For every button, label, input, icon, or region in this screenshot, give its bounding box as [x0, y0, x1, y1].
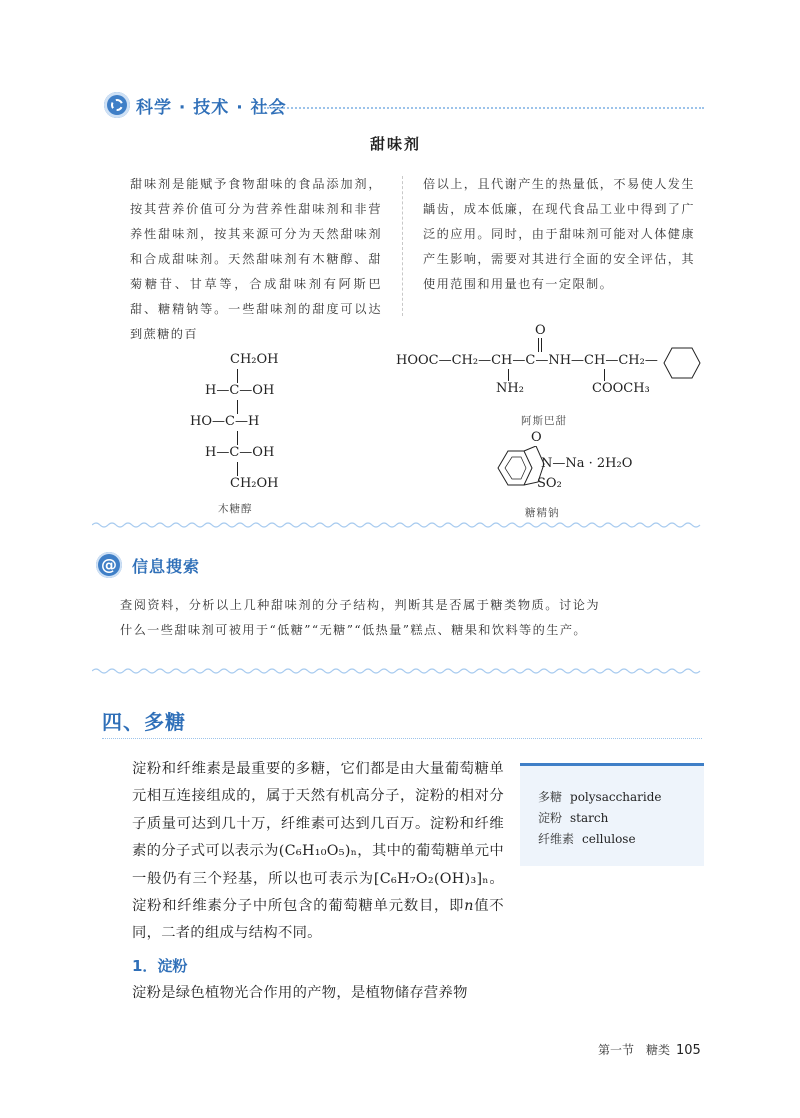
saccharin-structure [494, 430, 674, 495]
xylitol-caption: 木糖醇 [218, 503, 253, 515]
bond-line [237, 400, 238, 414]
wavy-divider [92, 520, 704, 530]
bond-line [237, 462, 238, 476]
aspartame-cooch3: COOCH₃ [592, 381, 650, 396]
aspartame-caption: 阿斯巴甜 [521, 415, 567, 427]
variable-n: n [464, 898, 474, 915]
article-left-column: 甜味剂是能赋予食物甜味的食品添加剂，按其营养价值可分为营养性甜味剂和非营养性甜味剂，按其来源可分为天然甜味剂和合成甜味剂。天然甜味剂有木糖醇、甜菊糖苷、甘草等，合成甜味剂有阿斯巴甜、糖精钠等。一些甜味剂的甜度可以达到蔗糖的百 [130, 177, 382, 341]
section-text-d: 值不同，二者的组成与结构不同。 [132, 898, 504, 942]
saccharin-n-na: N—Na · 2H₂O [541, 456, 633, 471]
bond-line [237, 369, 238, 383]
section-body [132, 756, 504, 948]
sts-title: 科学 · 技术 · 社会 [136, 98, 287, 118]
column-divider [402, 176, 403, 316]
header-dotted-rule [264, 107, 704, 109]
formula-polysaccharide: (C₆H₁₀O₅)ₙ [278, 843, 358, 860]
article-right-column: 倍以上，且代谢产生的热量低，不易使人发生龋齿，成本低廉，在现代食品工业中得到了广泛的应用。同时，由于甜味剂可能对人体健康产生影响，需要对其进行全面的安全评估，其使用范围和用量也有一定限制。 [423, 177, 695, 291]
page-footer [598, 1041, 701, 1058]
wavy-divider [92, 666, 704, 676]
section-text-a: 淀粉和纤维素是最重要的多糖，它们都是由大量葡萄糖单元相互连接组成的，属于天然有机高分子，淀粉的相对分子质量可达到几十万，纤维素可达到几百万。淀粉和纤维素的分子式可以表示为 [132, 761, 504, 860]
sts-header [104, 90, 704, 126]
aspartame-structure [396, 323, 716, 403]
info-search-text: 查阅资料，分析以上几种甜味剂的分子结构，判断其是否属于糖类物质。讨论为什么一些甜味剂可被用于“低糖”“无糖”“低热量”糕点、糖果和饮料等的生产。 [120, 598, 600, 637]
formula-glucose-unit: [C₆H₇O₂(OH)₃]ₙ [373, 870, 489, 887]
double-bond [538, 338, 539, 352]
benzene-ring-icon [662, 346, 702, 380]
aspartame-main-chain: HOOC—CH₂—CH—C—NH—CH—CH₂— [396, 353, 658, 368]
double-bond [541, 338, 542, 352]
section-text-c: 。淀粉和纤维素分子中所包含的葡萄糖单元数目，即 [132, 870, 504, 915]
sts-badge-icon [104, 92, 130, 118]
glossary-box [520, 763, 704, 866]
info-search-header [96, 552, 696, 582]
bond-line [508, 369, 509, 381]
section-text-b: ，其中的葡萄糖单元中一般仍有三个羟基，所以也可表示为 [132, 843, 504, 887]
bond-line [237, 431, 238, 445]
section-title: 四、多糖 [102, 710, 186, 734]
bond-line [604, 369, 605, 381]
footer-chapter: 第一节 糖类 [598, 1043, 671, 1057]
at-sign-icon: @ [96, 552, 122, 578]
section-dotted-rule [102, 738, 702, 739]
xylitol-structure [190, 352, 310, 502]
xylitol-row-3: HO—C—H [190, 414, 260, 429]
saccharin-so2: SO₂ [537, 476, 562, 491]
saccharin-carbonyl-o: O [531, 430, 542, 445]
xylitol-row-1: CH₂OH [230, 352, 279, 367]
subsection-title: 1．淀粉 [132, 957, 188, 975]
article-title: 甜味剂 [370, 135, 422, 153]
aspartame-nh2: NH₂ [496, 381, 524, 396]
subsection-text: 淀粉是绿色植物光合作用的产物，是植物储存营养物 [132, 985, 468, 1001]
glossary-item: 淀粉 starch [538, 811, 609, 825]
glossary-item: 多糖 polysaccharide [538, 790, 662, 804]
xylitol-row-5: CH₂OH [230, 476, 279, 491]
xylitol-row-4: H—C—OH [205, 445, 275, 460]
glossary-item: 纤维素 cellulose [538, 832, 636, 846]
xylitol-row-2: H—C—OH [205, 383, 275, 398]
info-search-title: 信息搜索 [132, 557, 201, 576]
page-number: 105 [676, 1043, 701, 1058]
saccharin-caption: 糖精钠 [525, 507, 560, 519]
aspartame-carbonyl-o: O [535, 323, 546, 338]
